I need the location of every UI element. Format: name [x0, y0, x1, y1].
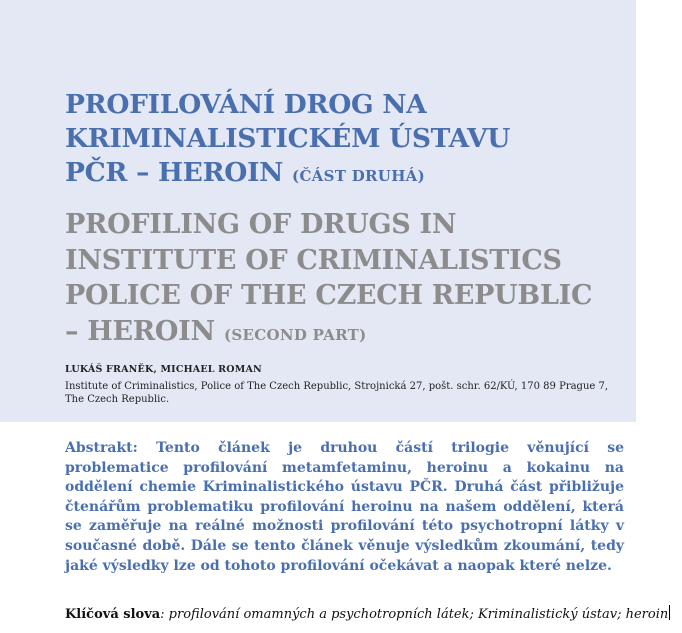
- keywords-label: Klíčová slova: [65, 607, 161, 622]
- czech-title: [65, 88, 625, 193]
- abstract-label: Abstrakt:: [65, 440, 138, 456]
- text-cursor: [669, 605, 670, 620]
- abstract: [65, 439, 624, 576]
- affiliation-line-2: The Czech Republic.: [65, 394, 170, 405]
- authors: LUKÁŠ FRANĚK, MICHAEL ROMAN: [65, 364, 262, 375]
- abstract-text: Tento článek je druhou částí trilogie věnující se problematice profilování metamfetaminu, heroinu a kokainu na oddělení chemie Kriminalistického ústavu PČR. Druhá část přibližuje čtenářům problematiku profilování heroinu na našem oddělení, která se zaměřuje na reálné možnosti profilování této psychotropní látky v současné době. Dále se tento článek věnuje výsledkům zkoumání, tedy jaké výsledky lze od tohoto profilování očekávat a naopak které nelze.: [65, 440, 625, 574]
- czech-title-line-3: PČR – HEROIN: [65, 157, 284, 188]
- english-title-line-2: INSTITUTE OF CRIMINALISTICS: [65, 244, 562, 276]
- english-title-part: (SECOND PART): [223, 325, 367, 344]
- english-title-line-1: PROFILING OF DRUGS IN: [65, 209, 457, 240]
- english-title-line-4: – HEROIN: [65, 315, 215, 347]
- czech-title-line-2: KRIMINALISTICKÉM ÚSTAVU: [65, 123, 511, 154]
- czech-title-part: (ČÁST DRUHÁ): [292, 167, 425, 185]
- keywords-text[interactable]: : profilování omamných a psychotropních látek; Kriminalistický ústav; heroin: [160, 607, 669, 622]
- english-title-line-3: POLICE OF THE CZECH REPUBLIC: [65, 280, 593, 311]
- english-title: [65, 207, 635, 353]
- affiliation-line-1: Institute of Criminalistics, Police of The Czech Republic, Strojnická 27, pošt. schr. 62/KÚ, 170 89 Prague 7,: [65, 381, 609, 392]
- keywords[interactable]: [65, 605, 669, 622]
- czech-title-line-1: PROFILOVÁNÍ DROG NA: [65, 89, 427, 120]
- affiliation: [65, 380, 625, 406]
